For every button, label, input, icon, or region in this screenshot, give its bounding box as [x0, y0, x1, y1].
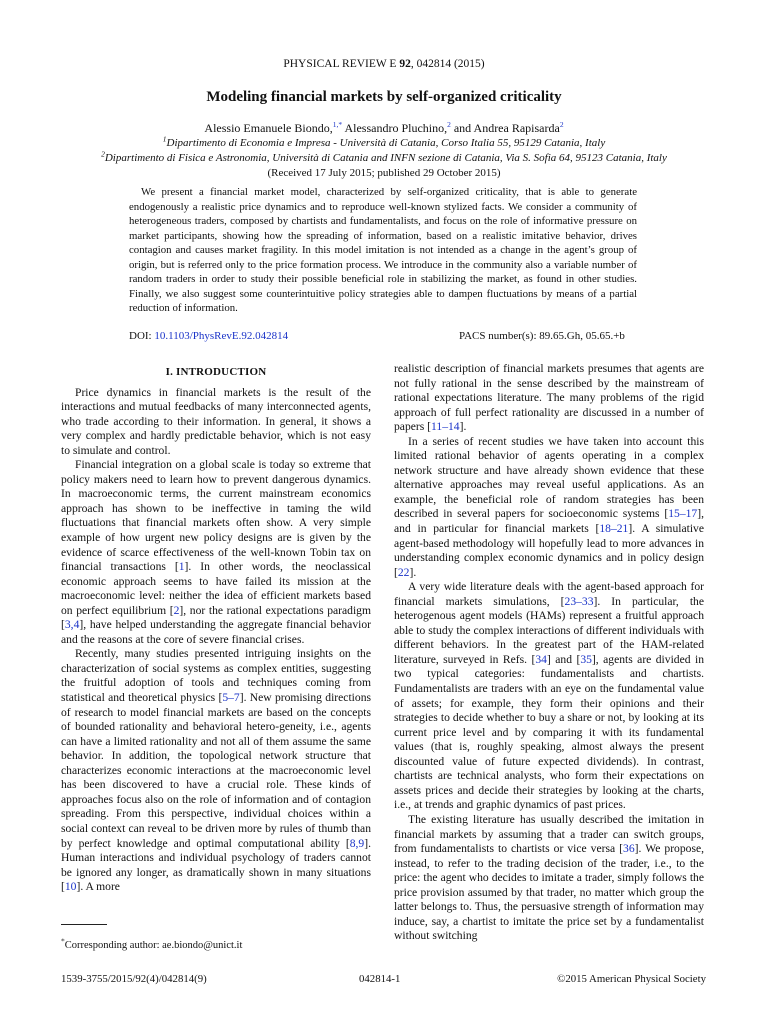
citation-link[interactable]: 23–33 [564, 594, 594, 608]
footnote-rule [61, 924, 107, 925]
citation-link[interactable]: 22 [397, 565, 410, 579]
citation-link[interactable]: 8,9 [349, 836, 365, 850]
abstract: We present a financial market model, characterized by self-organized criticality, that is able to generate endogenously a realistic price dynamics and to reproduce well-known stylized facts. We consider a community of heterogeneous traders, composed by chartists and fundamentalists, and focus on the role of informative pressure on market participants, showing how the spreading of information, based on a realistic imitative behavior, drives contagion and causes market fragility. In this model imitation is not intended as a change in the agent’s group of origin, but is referred only to the price formation process. We introduce in the community also a variable number of random traders in order to study their possible beneficial role in stabilizing the market, as found in other studies. Finally, we also suggest some counterintuitive policy strategies able to dampen fluctuations by means of a partial reduction of information. [129, 186, 637, 314]
right-column [394, 362, 704, 944]
citation-link[interactable]: 10 [64, 880, 77, 894]
author-name: Alessandro Pluchino, [344, 121, 448, 135]
citation-link[interactable]: 3,4 [64, 618, 80, 632]
paragraph: A very wide literature deals with the agent-based approach for financial markets simulations, [23–33]. In particular, the heterogenous agent models (HAMs) represent a fruitful approach able to study the complex interactions of different individuals with different behaviors. In the greatest part of the HAM-related literature, surveyed in Refs. [34] and [35], agents are divided in two typical categories: fundamentalists and chartists. Fundamentalists are traders with an eye on the fundamental value of assets; for example, they form their opinions and their strategies to decide whether to buy a share or not, by looking at its current price level and by comparing it with its fundamental values (that is, roughly speaking, almost always the present discounted value of future expected dividends). In contrast, chartists are technical analysts, who form their expectations on assets prices and decide their strategies by looking at the charts, i.e., at trends and graphic dynamics of past prices. [394, 580, 704, 812]
author-name: and Andrea Rapisarda [453, 121, 560, 135]
paragraph: Price dynamics in financial markets is the result of the interactions and mutual feedbacks of many interconnected agents, who trade according to their information. In general, it shows a very complex and hardly predictable behavior, which is not easy to simulate and control. [61, 385, 371, 457]
affiliation-2: $^2$Dipartimento di Fisica e Astronomia, Università di Catania and INFN sezione di Catania, Via S. Sofia 64, 95123 Catania, Italy [101, 149, 667, 164]
citation-link[interactable]: 35 [580, 652, 592, 666]
doi-line: DOI: 10.1103/PhysRevE.92.042814 [129, 330, 289, 342]
citation-link[interactable]: 36 [623, 842, 635, 856]
citation-link[interactable]: 2 [173, 603, 180, 617]
citation-link[interactable]: 1 [178, 560, 185, 574]
received-date: (Received 17 July 2015; published 29 October 2015) [267, 167, 501, 179]
page-number: 042814-1 [359, 973, 401, 985]
citation-link[interactable]: 15–17 [668, 507, 698, 521]
paragraph: Financial integration on a global scale is today so extreme that policy makers need to learn how to prevent dangerous dynamics. In macroeconomic terms, the current mainstream economics approach has shown to be ineffective in taming the wild fluctuations that financial markets often show. A very simple example of how urgent new policy designs are is given by the evidence of scarce effectiveness of the well-known Tobin tax on financial transactions [1]. In other words, the neoclassical economic approach seems to have failed its mission at the macroeconomic level: neither the idea of efficient markets based on perfect equilibrium [2], nor the rational expectations paradigm [3,4], have helped understanding the aggregate financial behavior and the reasons at the core of severe financial crises. [61, 458, 371, 646]
copyright: ©2015 American Physical Society [557, 973, 706, 985]
citation-link[interactable]: 34 [535, 652, 547, 666]
affiliation-1: $^1$Dipartimento di Economia e Impresa - Università di Catania, Corso Italia 55, 95129 Catania, Italy [162, 134, 606, 149]
left-column [61, 364, 371, 895]
affiliation-mark[interactable]: 2 [559, 120, 564, 129]
footer-issn: 1539-3755/2015/92(4)/042814(9) [61, 973, 207, 985]
paragraph: In a series of recent studies we have taken into account this limited rational behavior of agents operating in a complex network structure and have already shown evidence that these alternative approaches may reveal useful applications. As an example, the beneficial role of random strategies has been described in several papers for socioeconomic systems [15–17], and in particular for financial markets [18–21]. A simulative agent-based methodology will hopefully lead to more advances in understanding complex economic dynamics and in policy design [22]. [394, 434, 704, 579]
affiliation-mark[interactable]: 2 [447, 120, 451, 129]
paragraph: The existing literature has usually described the imitation in financial markets by assuming that a trader can switch groups, from fundamentalists to chartists or vice versa [36]. We propose, instead, to refer to the trading decision of the trader, i.e., to the price: the agent who decides to imitate a trader, simply follows the price provision assumed by that trader, no matter which group the latter belongs to. Thus, the persuasive strength of information may induce, say, a chartist to imitate the price set by a fundamentalist without switching [394, 812, 705, 943]
paragraph: Recently, many studies presented intriguing insights on the characterization of social systems as complex entities, suggesting the fruitful adoption of tools and techniques coming from statistical and theoretical physics [5–7]. New promising directions of research to model financial markets are based on the concepts of bounded rationality and behavioral hetero-geneity, i.e., agents can have a limited rationality and not all of them assume the same behavior. In addition, the topological network structure that characterizes economic interactions at the macroeconomic level has been discovered to have a crucial role. These kinds of approaches focus also on the role of information and of contagion spreading. From this perspective, individual choices within a social context can reveal to be driven more by rules of thumb than by perfect knowledge and optimal computational ability [8,9]. Human interactions and individual psychology of traders cannot be ignored any longer, as dramatically shown in many situations [10]. A more [61, 647, 372, 894]
section-heading: I. INTRODUCTION [165, 366, 267, 378]
journal-header: PHYSICAL REVIEW E 92, 042814 (2015) [283, 58, 485, 70]
affiliation-mark[interactable]: 1,* [332, 120, 343, 129]
paragraph: realistic description of financial markets presumes that agents are not fully rational in the sense described by the mainstream of rational expectations literature. The many problems of the rigid approach of full perfect rationality are discussed in a number of papers [11–14]. [394, 362, 704, 434]
doi-link[interactable]: 10.1103/PhysRevE.92.042814 [154, 330, 289, 342]
citation-link[interactable]: 18–21 [599, 522, 629, 536]
citation-link[interactable]: 5–7 [222, 691, 240, 705]
author-list [0, 121, 768, 136]
paper-title: Modeling financial markets by self-organized criticality [206, 89, 562, 105]
author-name: Alessio Emanuele Biondo, [204, 121, 333, 135]
pacs-numbers: PACS number(s): 89.65.Gh, 05.65.+b [459, 330, 625, 342]
citation-link[interactable]: 11–14 [431, 420, 460, 434]
footnote: *Corresponding author: ae.biondo@unict.it [61, 936, 243, 951]
